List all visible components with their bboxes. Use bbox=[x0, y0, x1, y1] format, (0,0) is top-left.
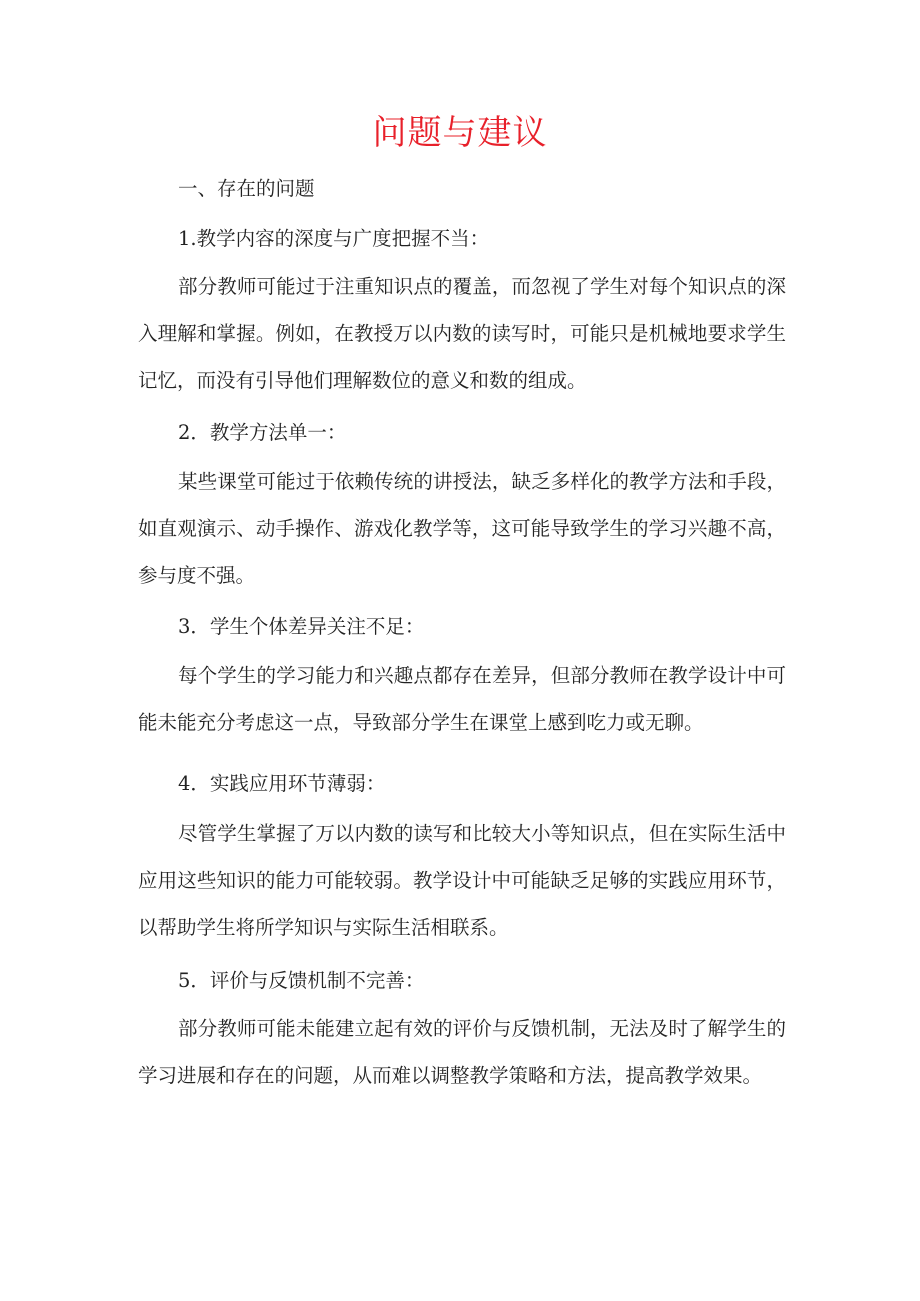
item-heading: 4．实践应用环节薄弱： bbox=[178, 772, 386, 795]
item-heading: 5．评价与反馈机制不完善： bbox=[178, 969, 425, 992]
section-heading: 一、存在的问题 bbox=[178, 177, 315, 200]
item-body: 某些课堂可能过于依赖传统的讲授法，缺乏多样化的教学方法和手段，如直观演示、动手操作、游戏化教学等，这可能导致学生的学习兴趣不高，参与度不强。 bbox=[138, 470, 786, 587]
item-heading: 2．教学方法单一： bbox=[178, 421, 347, 444]
page-title: 问题与建议 bbox=[372, 113, 548, 153]
item-body: 部分教师可能未能建立起有效的评价与反馈机制，无法及时了解学生的学习进展和存在的问题，从而难以调整教学策略和方法，提高教学效果。 bbox=[138, 1017, 786, 1087]
item-body: 尽管学生掌握了万以内数的读写和比较大小等知识点，但在实际生活中应用这些知识的能力可能较弱。教学设计中可能缺乏足够的实践应用环节，以帮助学生将所学知识与实际生活相联系。 bbox=[138, 822, 786, 939]
item-body: 部分教师可能过于注重知识点的覆盖，而忽视了学生对每个知识点的深入理解和掌握。例如，在教授万以内数的读写时，可能只是机械地要求学生记忆，而没有引导他们理解数位的意义和数的组成。 bbox=[138, 275, 786, 392]
item-heading: 3．学生个体差异关注不足： bbox=[178, 615, 425, 638]
item-heading: 1.教学内容的深度与广度把握不当： bbox=[178, 227, 490, 250]
item-body: 每个学生的学习能力和兴趣点都存在差异，但部分教师在教学设计中可能未能充分考虑这一点，导致部分学生在课堂上感到吃力或无聊。 bbox=[138, 664, 786, 734]
